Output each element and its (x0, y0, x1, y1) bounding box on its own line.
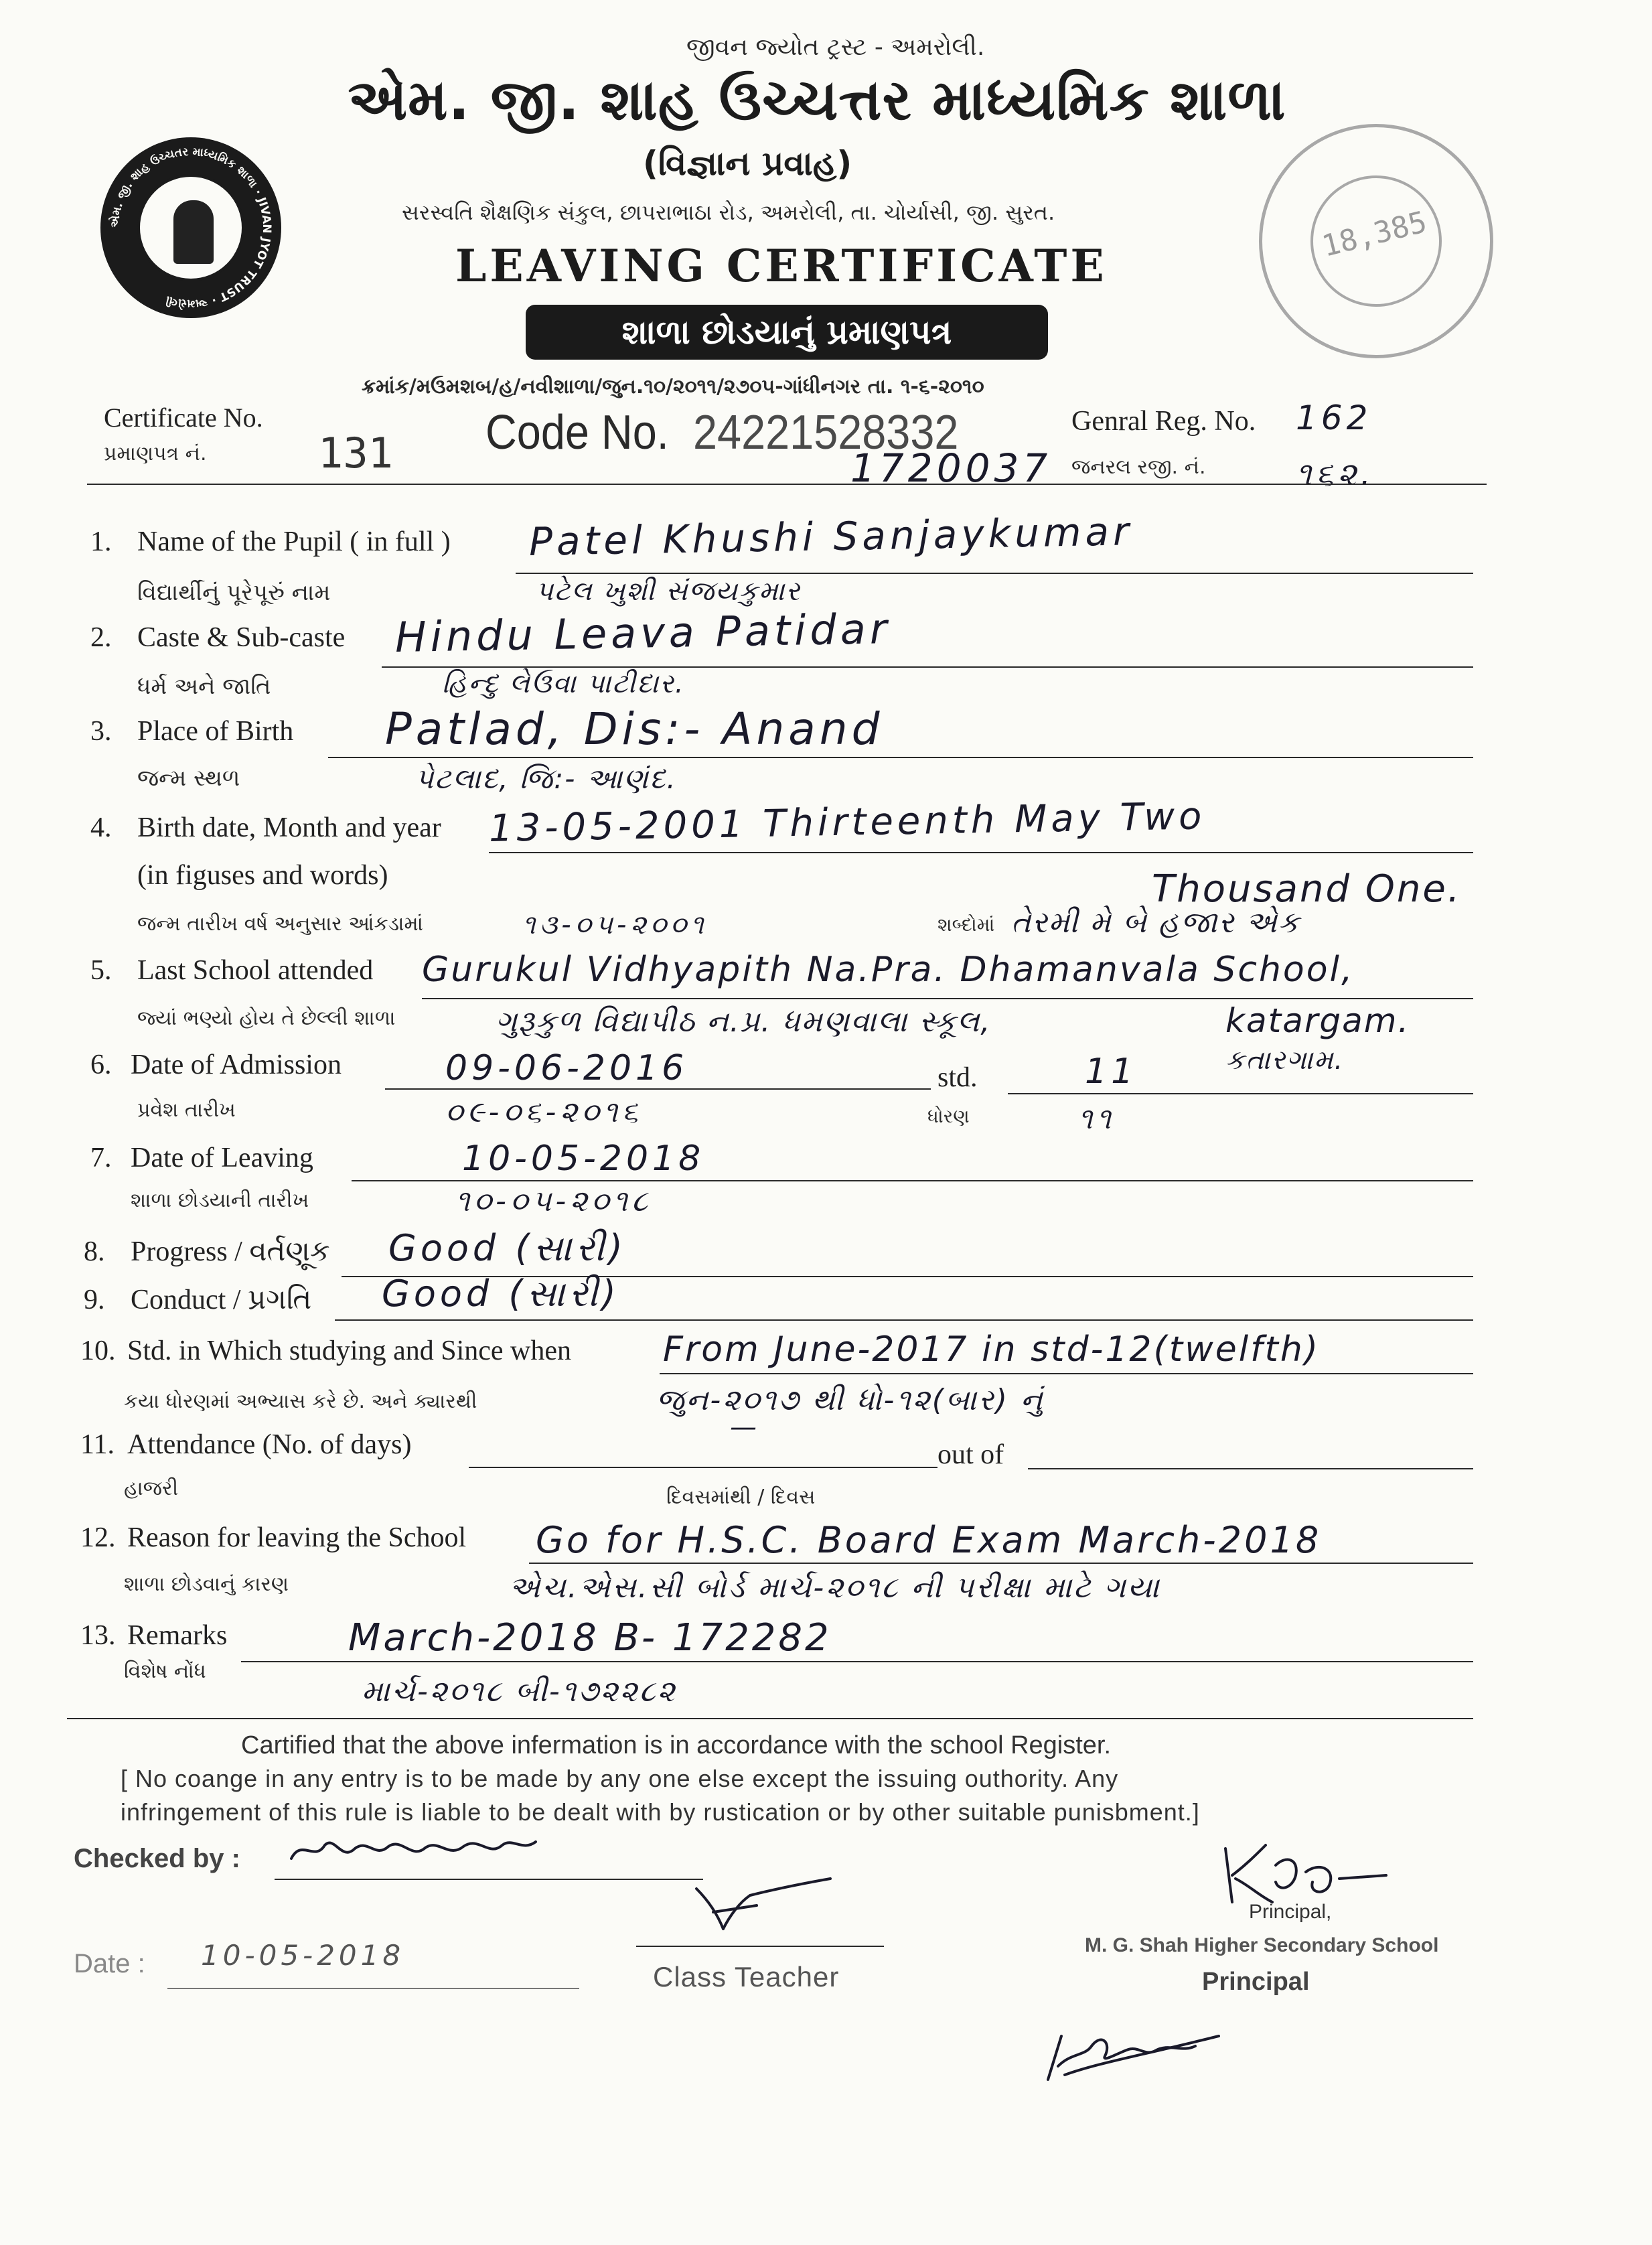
code-handwritten: 1720037 (850, 445, 1052, 491)
field-12-underline (529, 1563, 1473, 1564)
stream-name: (વિજ્ઞાન પ્રવાહ) (643, 144, 852, 183)
field-1-number: 1. (90, 526, 112, 557)
std-value-gujarati: ૧૧ (1078, 1102, 1116, 1136)
pupil-name-value: Patel Khushi Sanjaykumar (528, 508, 1134, 565)
field-4-label-gujarati: જન્મ તારીખ વર્ષ અનુસાર આંકડામાં (137, 912, 424, 936)
field-6-underline (385, 1088, 931, 1090)
field-6-label-gujarati: પ્રવેશ તારીખ (137, 1098, 236, 1122)
checked-by-label: Checked by : (74, 1844, 240, 1873)
date-value: 10-05-2018 (201, 1939, 405, 1972)
field-7-label-gujarati: શાળા છોડયાની તારીખ (131, 1189, 309, 1212)
conduct-value: Good (સારી) (382, 1273, 620, 1315)
principal-label: Principal (1202, 1968, 1310, 1996)
words-label-gujarati: શબ્દોમાં (937, 914, 995, 936)
general-reg-label: Genral Reg. No. (1071, 406, 1256, 437)
out-of-underline (1028, 1468, 1473, 1469)
pupil-signature (1038, 2016, 1225, 2090)
approval-number: ક્રમાંક/મઉમશબ/હ/નવીશાળા/જુન.૧૦/૨૦૧૧/૨૭૦૫-ગાંધીનગર તા. ૧-૬-૨૦૧૦ (362, 375, 984, 399)
field-13-underline (241, 1661, 1473, 1662)
field-10-label-gujarati: કયા ધોરણમાં અભ્યાસ કરે છે. અને ક્યારથી (124, 1390, 477, 1413)
certificate-no-label: Certificate No. (104, 403, 263, 433)
round-stamp (1234, 99, 1518, 383)
field-7-number: 7. (90, 1143, 112, 1173)
class-teacher-signature (676, 1875, 837, 1949)
principal-school-stamp: M. G. Shah Higher Secondary School (1085, 1934, 1439, 1956)
field-6-number: 6. (90, 1049, 112, 1080)
certificate-title: LEAVING CERTIFICATE (455, 240, 1108, 292)
field-13-label-gujarati: વિશેષ નોંધ (124, 1660, 206, 1683)
leaving-date-value-gujarati: ૧૦-૦૫-૨૦૧૮ (455, 1184, 652, 1218)
std-underline (1008, 1093, 1473, 1094)
principal-label-small: Principal, (1249, 1901, 1332, 1923)
std-value: 11 (1085, 1052, 1138, 1092)
field-3-label: Place of Birth (137, 716, 294, 747)
field-8-label: Progress / વર્તણૂક (131, 1236, 330, 1267)
leaving-reason-value-gujarati: એચ.એસ.સી બોર્ડ માર્ચ-૨૦૧૮ ની પરીક્ષા માટે ગયા (509, 1571, 1161, 1605)
admission-date-value: 09-06-2016 (445, 1048, 688, 1088)
field-9-label: Conduct / પ્રગતિ (131, 1285, 312, 1315)
field-2-number: 2. (90, 622, 112, 653)
field-3-underline (328, 757, 1473, 758)
title-gujarati: શાળા છોડયાનું પ્રમાણપત્ર (621, 313, 952, 352)
attendance-value: — (730, 1412, 761, 1443)
stamp-text: 18,385 (1319, 204, 1430, 264)
field-12-label-gujarati: શાળા છોડવાનું કારણ (124, 1573, 289, 1596)
field-10-number: 10. (80, 1335, 116, 1366)
certificate-no-label-gujarati: પ્રમાણપત્ર નં. (104, 442, 207, 465)
school-logo (100, 137, 281, 318)
field-2-label-gujarati: ધર્મ અને જાતિ (137, 673, 271, 700)
field-4-number: 4. (90, 812, 112, 843)
attendance-underline (469, 1467, 937, 1468)
caste-value: Hindu Leava Patidar (394, 604, 891, 662)
field-13-number: 13. (80, 1620, 116, 1651)
field-9-underline (335, 1319, 1473, 1321)
class-teacher-label: Class Teacher (653, 1961, 840, 1993)
stamp-inner (1296, 161, 1456, 321)
leaving-reason-value: Go for H.S.C. Board Exam March-2018 (536, 1519, 1322, 1561)
field-4-underline (489, 852, 1473, 853)
field-11-label-gujarati: હાજરી (124, 1477, 179, 1500)
class-teacher-underline (636, 1946, 884, 1947)
out-of-label: out of (937, 1439, 1004, 1470)
footer-note-line-2: infringement of this rule is liable to be dealt with by rustication or by other suitable punisbment.] (121, 1798, 1200, 1826)
field-2-label: Caste & Sub-caste (137, 622, 346, 653)
birth-date-gujarati-words: તેરમી મે બે હજાર એક (1011, 906, 1300, 940)
birth-date-gujarati-figures: ૧૩-૦૫-૨૦૦૧ (522, 910, 708, 940)
field-9-number: 9. (84, 1285, 105, 1315)
pupil-name-value-gujarati: પટેલ ખુશી સંજયકુમાર (536, 576, 802, 607)
field-1-label: Name of the Pupil ( in full ) (137, 526, 451, 557)
last-school-value-gujarati: ગુરૂકુળ વિદ્યાપીઠ ન.પ્ર. ધમણવાલા સ્કૂલ, (496, 1005, 992, 1039)
field-13-underline-2 (67, 1718, 1473, 1719)
field-11-label: Attendance (No. of days) (127, 1429, 412, 1460)
studying-since-value-gujarati: જુન-૨૦૧૭ થી ધો-૧૨(બાર) નું (656, 1383, 1045, 1417)
progress-value: Good (સારી) (388, 1227, 627, 1269)
meta-divider (87, 484, 1487, 485)
birth-place-value: Patlad, Dis:- Anand (385, 703, 884, 755)
field-13-label: Remarks (127, 1620, 228, 1651)
leaving-date-value: 10-05-2018 (462, 1139, 705, 1179)
days-label-gujarati: દિવસમાંથી / દિવસ (666, 1486, 816, 1509)
svg-text:એમ. જી. શાહ ઉચ્ચતર માધ્યમિક શા (107, 145, 273, 311)
field-5-label-gujarati: જ્યાં ભણ્યો હોય તે છેલ્લી શાળા (137, 1007, 396, 1030)
field-7-label: Date of Leaving (131, 1143, 313, 1173)
field-1-underline (516, 573, 1473, 574)
std-label-gujarati: ધોરણ (927, 1105, 970, 1127)
field-10-label: Std. in Which studying and Since when (127, 1335, 571, 1366)
field-2-underline (382, 666, 1473, 668)
field-3-label-gujarati: જન્મ સ્થળ (137, 765, 240, 792)
admission-date-value-gujarati: ૦૯-૦૬-૨૦૧૬ (445, 1095, 642, 1129)
birth-date-value-line-2: Thousand One. (1152, 867, 1462, 911)
field-8-number: 8. (84, 1236, 105, 1267)
checked-by-signature (288, 1832, 542, 1872)
date-label: Date : (74, 1949, 145, 1978)
last-school-extra: katargam. (1225, 1001, 1410, 1040)
studying-since-value: From June-2017 in std-12(twelfth) (663, 1329, 1321, 1370)
field-12-label: Reason for leaving the School (127, 1522, 467, 1553)
field-12-number: 12. (80, 1522, 116, 1553)
logo-ring-text (100, 137, 281, 318)
last-school-value: Gurukul Vidhyapith Na.Pra. Dhamanvala School, (422, 950, 1355, 990)
remarks-value-gujarati: માર્ચ-૨૦૧૮ બી-૧૭૨૨૮૨ (362, 1674, 677, 1709)
field-4-label-2: (in figuses and words) (137, 860, 388, 891)
checked-by-underline (275, 1879, 703, 1880)
last-school-extra-gujarati: કતારગામ. (1225, 1045, 1345, 1076)
logo-text: એમ. જી. શાહ ઉચ્ચતર માધ્યમિક શાળા · JIVAN JYOT TRUST · અમરોલી (108, 145, 274, 311)
school-name: એમ. જી. શાહ ઉચ્ચત્તર માધ્યમિક શાળા (348, 67, 1286, 133)
field-7-underline (352, 1180, 1473, 1181)
date-underline (167, 1988, 579, 1989)
field-4-label: Birth date, Month and year (137, 812, 441, 843)
field-11-number: 11. (80, 1429, 115, 1460)
general-reg-label-gujarati: જનરલ રજી. નં. (1071, 455, 1206, 479)
certificate-no-value: 131 (318, 429, 393, 478)
birth-place-value-gujarati: પેટલાદ, જિ:- આણંદ. (415, 762, 677, 795)
certified-statement: Cartified that the above infermation is in accordance with the school Register. (241, 1731, 1112, 1759)
field-1-label-gujarati: વિદ્યાર્થીનું પૂરેપૂરું નામ (137, 579, 331, 606)
school-address: સરસ્વતિ શૈક્ષણિક સંકુલ, છાપરાભાઠા રોડ, અમરોલી, તા. ચોર્યાસી, જી. સુરત. (402, 200, 1055, 225)
birth-date-value: 13-05-2001 Thirteenth May Two (488, 794, 1206, 851)
trust-name: જીવન જ્યોત ટ્રસ્ટ - અમરોલી. (686, 33, 985, 61)
general-reg-value: 162 (1296, 399, 1372, 437)
field-3-number: 3. (90, 716, 112, 747)
footer-note-line-1: [ No coange in any entry is to be made by any one else except the issuing outhority. Any (121, 1765, 1119, 1792)
field-5-underline (422, 998, 1473, 999)
code-number-value: 24221528332 (693, 406, 959, 459)
general-reg-value-gujarati: ૧૬૨. (1296, 455, 1375, 493)
field-10-underline (660, 1373, 1473, 1374)
caste-value-gujarati: હિન્દુ લેઉવા પાટીદાર. (442, 668, 685, 699)
title-gujarati-banner (526, 305, 1048, 360)
code-number-label: Code No. (485, 406, 669, 459)
field-6-label: Date of Admission (131, 1049, 342, 1080)
field-5-number: 5. (90, 955, 112, 986)
remarks-value: March-2018 B- 172282 (348, 1616, 832, 1660)
std-label: std. (937, 1062, 978, 1093)
field-5-label: Last School attended (137, 955, 374, 986)
